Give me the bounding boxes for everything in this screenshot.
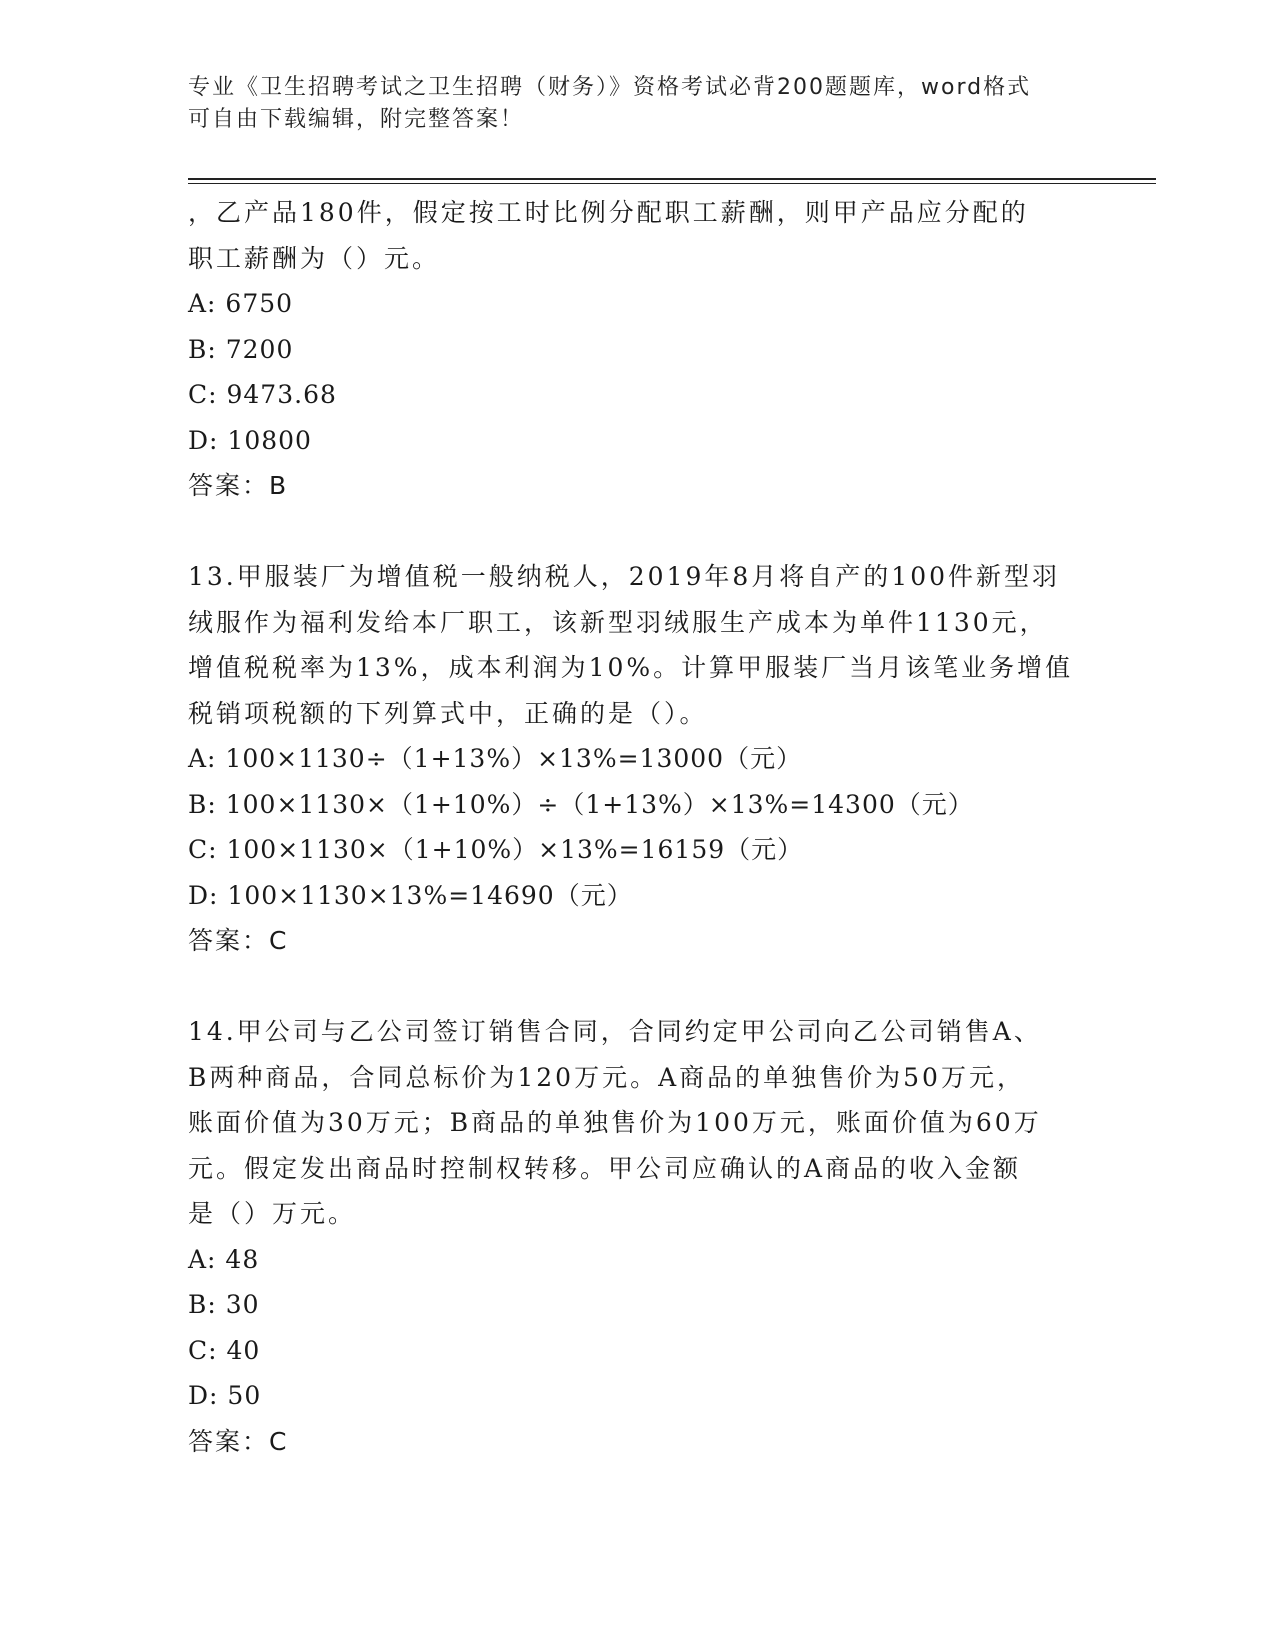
question-13-option-c: C: 100×1130×（1+10%）×13%=16159（元）	[188, 835, 804, 864]
question-13-stem-line: 绒服作为福利发给本厂职工，该新型羽绒服生产成本为单件1130元，	[188, 607, 1048, 637]
question-14-stem-line: 是（）万元。	[188, 1199, 357, 1228]
question-14-stem-line: 元。假定发出商品时控制权转移。甲公司应确认的A商品的收入金额	[188, 1153, 1022, 1183]
question-14-option-d: D: 50	[188, 1381, 262, 1410]
question-12-stem-line: ，乙产品180件，假定按工时比例分配职工薪酬，则甲产品应分配的	[188, 198, 1029, 227]
question-12-option-d: D: 10800	[188, 425, 312, 455]
question-12-option-c: C: 9473.68	[188, 380, 337, 409]
question-14-stem-line: 账面价值为30万元；B商品的单独售价为100万元，账面价值为60万	[188, 1108, 1042, 1137]
question-13-stem-line: 增值税税率为13%，成本利润为10%。计算甲服装厂当月该笔业务增值	[188, 653, 1074, 682]
question-13	[188, 554, 1088, 964]
question-13-answer: 答案：C	[188, 926, 289, 955]
question-14-option-a: A: 48	[188, 1244, 260, 1274]
question-14-stem-line: 14.甲公司与乙公司签订销售合同，合同约定甲公司向乙公司销售A、	[188, 1017, 1042, 1046]
question-13-option-b: B: 100×1130×（1+10%）÷（1+13%）×13%=14300（元）	[188, 789, 974, 819]
question-spacer	[188, 964, 1088, 1009]
header-title-line-2: 可自由下载编辑，附完整答案！	[188, 107, 525, 132]
question-12-option-a: A: 6750	[188, 289, 294, 318]
question-14-answer: 答案：C	[188, 1426, 289, 1456]
question-13-stem-line: 税销项税额的下列算式中，正确的是（）。	[188, 698, 708, 728]
question-14-option-b: B: 30	[188, 1290, 260, 1319]
header-divider-thin	[188, 183, 1156, 184]
question-14	[188, 1009, 1088, 1465]
question-12-stem-line: 职工薪酬为（）元。	[188, 243, 441, 273]
question-12-answer: 答案：B	[188, 471, 289, 500]
question-13-stem-line: 13.甲服装厂为增值税一般纳税人，2019年8月将自产的100件新型羽	[188, 562, 1061, 591]
question-12	[188, 190, 1088, 509]
question-13-option-a: A: 100×1130÷（1+13%）×13%=13000（元）	[188, 744, 803, 773]
question-14-option-c: C: 40	[188, 1335, 261, 1365]
question-12-option-b: B: 7200	[188, 334, 294, 364]
page-header	[188, 72, 1088, 136]
question-content	[188, 190, 1088, 1465]
question-13-option-d: D: 100×1130×13%=14690（元）	[188, 880, 633, 910]
header-title-line-1: 专业《卫生招聘考试之卫生招聘（财务）》资格考试必背200题题库，word格式	[188, 75, 1032, 100]
question-spacer	[188, 509, 1088, 554]
header-divider-thick	[188, 178, 1156, 180]
question-14-stem-line: B两种商品，合同总标价为120万元。A商品的单独售价为50万元，	[188, 1062, 1025, 1092]
